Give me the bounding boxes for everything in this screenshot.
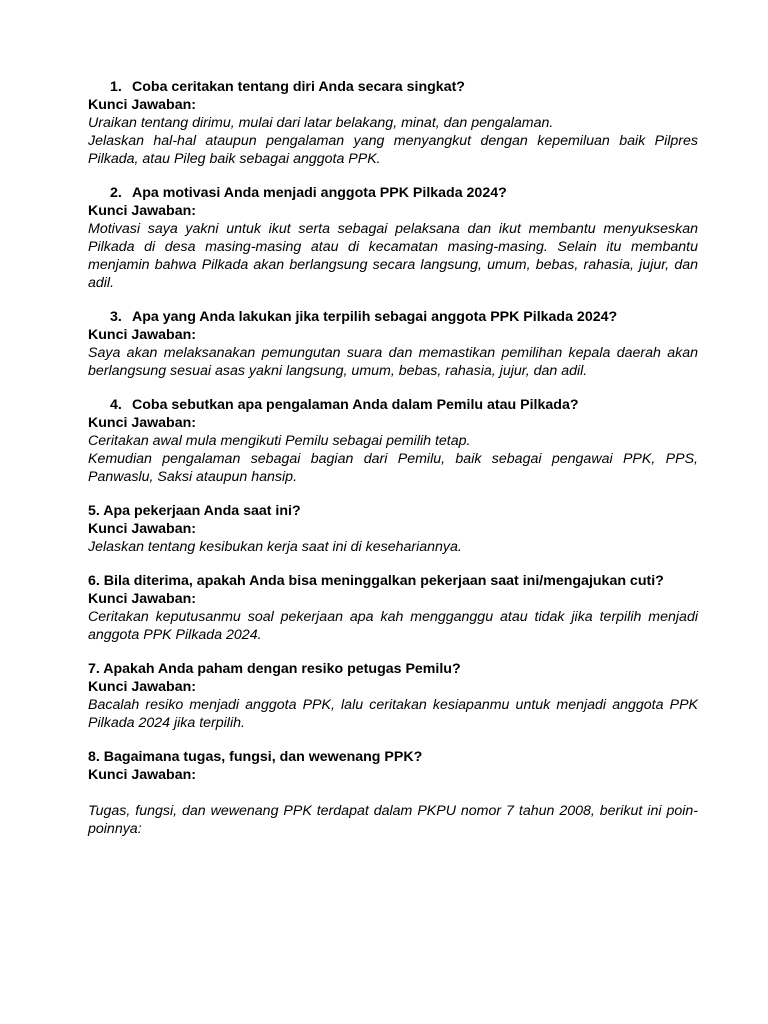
question-5: 5. Apa pekerjaan Anda saat ini? — [88, 503, 301, 519]
question-text: Coba ceritakan tentang diri Anda secara singkat? — [132, 79, 465, 95]
answer-key-label: Kunci Jawaban: — [88, 415, 197, 431]
question-4 — [88, 396, 698, 414]
question-number: 4. — [110, 397, 122, 413]
qa-item-1 — [88, 78, 698, 168]
question-6: 6. Bila diterima, apakah Anda bisa meninggalkan pekerjaan saat ini/mengajukan cuti? — [88, 573, 664, 589]
answer-key-label: Kunci Jawaban: — [88, 327, 197, 343]
document-page — [88, 78, 698, 854]
question-number: 1. — [110, 79, 122, 95]
answer-key-label: Kunci Jawaban: — [88, 521, 197, 537]
answer-text: Tugas, fungsi, dan wewenang PPK terdapat dalam PKPU nomor 7 tahun 2008, berikut ini poin-poinnya: — [88, 803, 698, 837]
question-number: 3. — [110, 309, 122, 325]
answer-text: Saya akan melaksanakan pemungutan suara dan memastikan pemilihan kepala daerah akan berlangsung sesuai asas yakni langsung, umum, bebas, rahasia, jujur, dan adil. — [88, 345, 698, 379]
question-1 — [88, 78, 698, 96]
qa-item-4 — [88, 396, 698, 486]
answer-text: Ceritakan awal mula mengikuti Pemilu sebagai pemilih tetap. — [88, 433, 471, 449]
answer-text: Motivasi saya yakni untuk ikut serta sebagai pelaksana dan ikut membantu menyukseskan Pilkada di desa masing-masing atau di kecamatan masing-masing. Selain itu membantu menjamin bahwa Pilkada akan berlangsung secara langsung, umum, bebas, rahasia, jujur, dan adil. — [88, 221, 698, 291]
question-number: 2. — [110, 185, 122, 201]
question-7: 7. Apakah Anda paham dengan resiko petugas Pemilu? — [88, 661, 461, 677]
answer-key-label: Kunci Jawaban: — [88, 679, 197, 695]
answer-key-label: Kunci Jawaban: — [88, 591, 197, 607]
qa-item-8 — [88, 748, 698, 838]
qa-item-7 — [88, 660, 698, 732]
answer-key-label: Kunci Jawaban: — [88, 767, 197, 783]
answer-key-label: Kunci Jawaban: — [88, 203, 197, 219]
question-text: Apa motivasi Anda menjadi anggota PPK Pilkada 2024? — [132, 185, 507, 201]
question-2 — [88, 184, 698, 202]
qa-item-2 — [88, 184, 698, 292]
answer-text: Uraikan tentang dirimu, mulai dari latar belakang, minat, dan pengalaman. — [88, 115, 554, 131]
qa-item-5 — [88, 502, 698, 556]
qa-item-6 — [88, 572, 698, 644]
answer-text: Ceritakan keputusanmu soal pekerjaan apa kah mengganggu atau tidak jika terpilih menjadi anggota PPK Pilkada 2024. — [88, 609, 698, 643]
answer-text: Kemudian pengalaman sebagai bagian dari Pemilu, baik sebagai pengawai PPK, PPS, Panwaslu, Saksi ataupun hansip. — [88, 451, 698, 485]
question-text: Coba sebutkan apa pengalaman Anda dalam Pemilu atau Pilkada? — [132, 397, 579, 413]
qa-item-3 — [88, 308, 698, 380]
answer-text: Jelaskan tentang kesibukan kerja saat ini di kesehariannya. — [88, 539, 462, 555]
answer-text: Bacalah resiko menjadi anggota PPK, lalu ceritakan kesiapanmu untuk menjadi anggota PPK Pilkada 2024 jika terpilih. — [88, 697, 698, 731]
answer-text: Jelaskan hal-hal ataupun pengalaman yang menyangkut dengan kepemiluan baik Pilpres Pilkada, atau Pileg baik sebagai anggota PPK. — [88, 133, 698, 167]
answer-key-label: Kunci Jawaban: — [88, 97, 197, 113]
question-3 — [88, 308, 698, 326]
question-text: Apa yang Anda lakukan jika terpilih sebagai anggota PPK Pilkada 2024? — [132, 309, 618, 325]
question-8: 8. Bagaimana tugas, fungsi, dan wewenang PPK? — [88, 749, 423, 765]
